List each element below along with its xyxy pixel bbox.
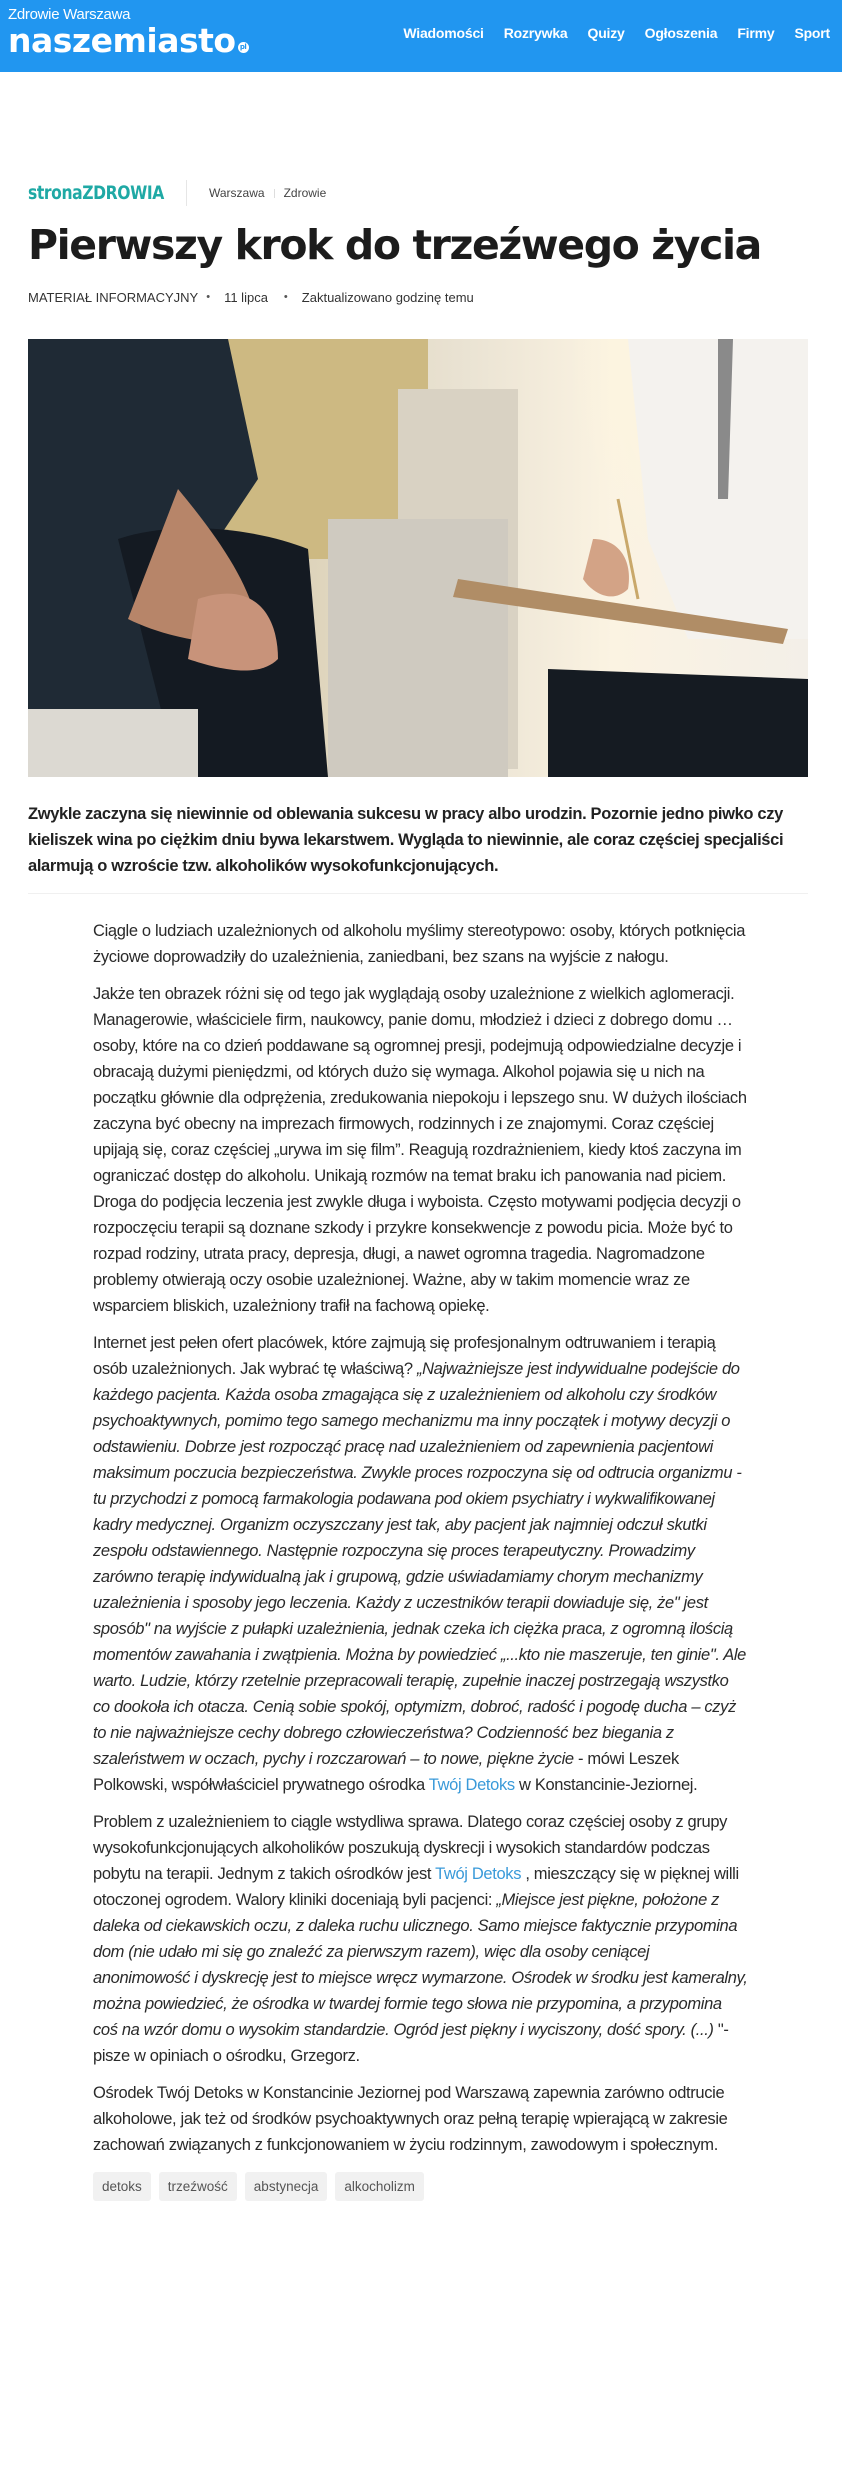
tag-alkocholizm[interactable]: alkocholizm <box>335 2172 424 2201</box>
twoj-detoks-link[interactable]: Twój Detoks <box>435 1865 522 1883</box>
paragraph: Ośrodek Twój Detoks w Konstancinie Jeziornej pod Warszawą zapewnia zarówno odtrucie alkoholowe, jak też od środków psychoaktywnych oraz pełną terapię wpierającą w zakresie zachowań związanych z funkcjonowaniem w życiu rodzinnym, zawodowym i społecznym. <box>93 2084 728 2154</box>
paragraph-text: Problem z uzależnieniem to ciągle wstydliwa sprawa. Dlatego coraz częściej osoby z grupy wysokofunkcjonujących alkoholików poszukują dyskrecji i wysokich standardów podczas pobytu na terapii. Jednym z takich ośrodków jest <box>93 1813 728 1883</box>
article-lead: Zwykle zaczyna się niewinnie od oblewania sukcesu w pracy albo urodzin. Pozornie jedno piwko czy kieliszek wina po ciężkim dniu bywa lekarstwem. Wygląda to niewinnie, ale coraz częściej specjaliści alarmują o wzroście tzw. alkoholików wysokofunkcjonujących. <box>28 805 784 875</box>
quote-text: „Miejsce jest piękne, położone z daleka od ciekawskich oczu, z daleka ruchu ulicznego. Samo miejsce faktycznie przypomina dom (nie udało mi się go znaleźć za pierwszym razem), więc dla osoby ceniącej anonimowość i dyskrecję jest to miejsce wręcz wymarzone. Ośrodek w środku jest kameralny, można powiedzieć, że ośrodka w twardej formie tego słowa nie przypomina, a przypomina coś na wzór domu o wysokim standardzie. Ogród jest piękny i wyciszony, dość spory. (...) <box>93 1891 748 2039</box>
paragraph-text: Internet jest pełen ofert placówek, które zajmują się profesjonalnym odtruwaniem i terapią osób uzależnionych. Jak wybrać tę właściwą? <box>93 1334 716 1378</box>
site-logo[interactable] <box>8 6 249 58</box>
breadcrumb-zdrowie[interactable]: Zdrowie <box>283 186 327 200</box>
paragraph: Jakże ten obrazek różni się od tego jak wyglądają osoby uzależnione z wielkich aglomeracji. Managerowie, właściciele firm, naukowcy, panie domu, młodzież i dzieci z dobrego domu … osoby, które na co dzień poddawane są ogromnej presji, podejmują odpowiedzialne decyzje i obracają dużymi pieniędzmi, od których dużo się wymaga. Alkohol pojawia się u nich na początku głównie dla odprężenia, zredukowania niepokoju i lepszego snu. W dużych ilościach zaczyna być obecny na imprezach firmowych, rodzinnych i ze znajomymi. Coraz częściej upijają się, coraz częściej „urywa im się film”. Reagują rozdrażnieniem, kiedy ktoś zaczyna im ograniczać dostęp do alkoholu. Unikają rozmów na temat braku ich panowania nad piciem. Droga do podjęcia leczenia jest zwykle długa i wyboista. Często motywami podjęcia decyzji o rozpoczęciu terapii są doznane szkody i przykre konsekwencje z powodu picia. Może być to rozpad rodziny, utrata pracy, depresja, długi, a nawet ogromna tragedia. Nagromadzone problemy otwierają oczy osobie uzależnionej. Ważne, aby w takim momencie wraz ze wsparciem bliskich, uzależniony trafił na fachową opiekę. <box>93 985 747 1315</box>
meta-updated: Zaktualizowano godzinę temu <box>301 289 474 305</box>
article-meta <box>28 288 814 306</box>
article-title: Pierwszy krok do trzeźwego życia <box>28 221 761 269</box>
tag-trzezwosc[interactable]: trzeźwość <box>159 2172 237 2201</box>
section-divider <box>186 180 187 206</box>
paragraph-text: "- pisze w opiniach o ośrodku, Grzegorz. <box>93 2021 729 2065</box>
hero-photo-illustration <box>28 339 808 777</box>
tag-abstynecja[interactable]: abstynecja <box>245 2172 328 2201</box>
tag-detoks[interactable]: detoks <box>93 2172 151 2201</box>
meta-date: 11 lipca <box>224 289 268 305</box>
meta-label: MATERIAŁ INFORMACYJNY <box>28 289 199 305</box>
logo-wordmark <box>8 21 249 60</box>
logo-city-label: Zdrowie Warszawa <box>8 6 131 23</box>
logo-pl-badge-icon: pl <box>238 42 249 53</box>
article-body <box>28 918 748 2158</box>
quote-text: „Najważniejsze jest indywidualne podejście do każdego pacjenta. Każda osoba zmagająca się z uzależnieniem od alkoholu czy środków psychoaktywnych, pomimo tego samego mechanizmu ma inny początek i motywy decyzji o odstawieniu. Dobrze jest rozpocząć pracę nad uzależnieniem od zapewnienia pacjentowi maksimum poczucia bezpieczeństwa. Zwykle proces rozpoczyna się od odtrucia organizmu - tu przychodzi z pomocą farmakologia podawana pod okiem psychiatry i wykwalifikowanej kadry medycznej. Organizm oczyszczany jest tak, aby pacjent jak najmniej odczuł skutki zespołu odstawiennego. Następnie rozpoczyna się proces terapeutyczny. Prowadzimy zarówno terapię indywidualną jak i grupową, gdzie uświadamiamy chorym mechanizmy uzależnienia i sposoby jego leczenia. Każdy z uczestników terapii dowiaduje się, że" jest sposób" na wyjście z pułapki uzależnienia, jednak czeka ich ciężka praca, z ogromną ilością momentów zawahania i zwątpienia. Można by powiedzieć „...kto nie maszeruje, ten ginie". Ale warto. Ludzie, którzy rzetelnie przepracowali terapię, zupełnie inaczej postrzegają wszystko co dookoła ich otacza. Cenią sobie spokój, optymizm, dobroć, radość i pogodę ducha – czyż to nie najważniejsze cechy dobrego człowieczeństwa? Codzienność bez biegania z szaleństwem w oczach, pychy i rozczarowań – to nowe, piękne życie <box>93 1360 746 1768</box>
logo-text: naszemiasto <box>8 21 236 60</box>
paragraph: Ciągle o ludziach uzależnionych od alkoholu myślimy stereotypowo: osoby, których potknięcia życiowe doprowadziły do uzależnienia, zaniedbani, bez szans na wyjście z nałogu. <box>93 922 746 966</box>
tag-list <box>28 2172 814 2201</box>
site-header <box>0 0 842 72</box>
breadcrumb-separator <box>274 189 275 198</box>
paragraph-text: w Konstancinie-Jeziornej. <box>514 1776 698 1794</box>
twoj-detoks-link[interactable]: Twój Detoks <box>428 1776 515 1794</box>
paragraph <box>93 1330 748 1798</box>
section-bar <box>28 181 814 205</box>
paragraph-text: - mówi Leszek Polkowski, współwłaściciel prywatnego ośrodka <box>93 1750 679 1794</box>
breadcrumb-warszawa[interactable]: Warszawa <box>209 186 265 200</box>
nav-item-firmy[interactable]: Firmy <box>737 25 775 41</box>
meta-bullet: • <box>283 291 288 303</box>
lead-divider <box>28 893 808 894</box>
nav-item-quizy[interactable]: Quizy <box>587 25 625 41</box>
article <box>0 181 842 2201</box>
nav-item-ogloszenia[interactable]: Ogłoszenia <box>644 25 718 41</box>
paragraph-text: , mieszczący się w pięknej willi otoczonej ogrodem. Walory kliniki doceniają byli pacjenci: <box>93 1865 739 1909</box>
nav-item-rozrywka[interactable]: Rozrywka <box>503 25 568 41</box>
paragraph <box>93 1809 748 2069</box>
main-nav <box>383 25 830 41</box>
nav-item-wiadomosci[interactable]: Wiadomości <box>403 25 484 41</box>
meta-bullet: • <box>206 291 211 303</box>
section-brand-logo[interactable]: stronaZDROWIA <box>28 182 164 204</box>
nav-item-sport[interactable]: Sport <box>794 25 830 41</box>
hero-image <box>28 339 808 777</box>
